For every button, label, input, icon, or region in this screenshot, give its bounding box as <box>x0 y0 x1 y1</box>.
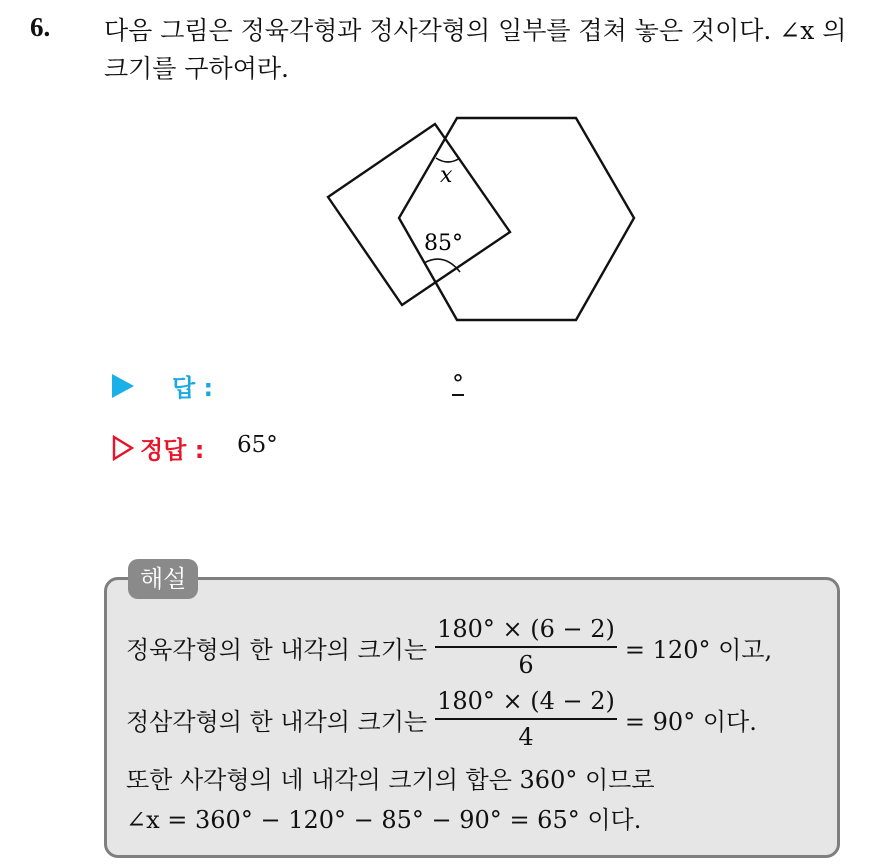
line2-fraction <box>435 686 617 752</box>
solution-label: 정답 : <box>140 436 205 464</box>
answer-unit: ° <box>452 370 464 398</box>
solution-arrow-icon <box>112 435 134 461</box>
square-shape <box>328 124 510 305</box>
line1-prefix: 정육각형의 한 내각의 크기는 <box>126 635 428 664</box>
angle-85-label: 85° <box>424 231 463 256</box>
line1-denominator: 6 <box>518 651 534 679</box>
answer-arrow-icon <box>112 374 134 398</box>
explanation-line-3: 또한 사각형의 네 내각의 크기의 합은 360° 이므로 <box>126 766 655 794</box>
geometry-figure <box>315 108 645 333</box>
question-number: 6. <box>30 12 51 42</box>
explanation-tag: 해설 <box>128 559 198 599</box>
line2-numerator: 180° × (4 − 2) <box>435 686 617 720</box>
angle-x-arc <box>436 158 460 162</box>
answer-row <box>112 368 512 404</box>
angle-x-label: x <box>440 163 453 188</box>
line2-prefix: 정삼각형의 한 내각의 크기는 <box>126 707 428 736</box>
line1-suffix: = 120° 이고, <box>624 635 773 664</box>
line1-numerator: 180° × (6 − 2) <box>435 614 617 648</box>
answer-label: 답 : <box>172 374 214 402</box>
explanation-line-4: ∠x = 360° − 120° − 85° − 90° = 65° 이다. <box>126 806 642 834</box>
explanation-line-1 <box>126 614 772 680</box>
solution-row <box>112 430 512 466</box>
question-text: 다음 그림은 정육각형과 정사각형의 일부를 겹쳐 놓은 것이다. ∠x 의 크기를 구하여라. <box>104 16 847 83</box>
line2-denominator: 4 <box>518 723 534 751</box>
hexagon-shape <box>399 118 634 320</box>
explanation-line-2 <box>126 686 757 752</box>
line2-suffix: = 90° 이다. <box>624 707 757 736</box>
answer-blank[interactable] <box>452 370 464 398</box>
solution-value: 65° <box>237 432 278 458</box>
line1-fraction <box>435 614 617 680</box>
